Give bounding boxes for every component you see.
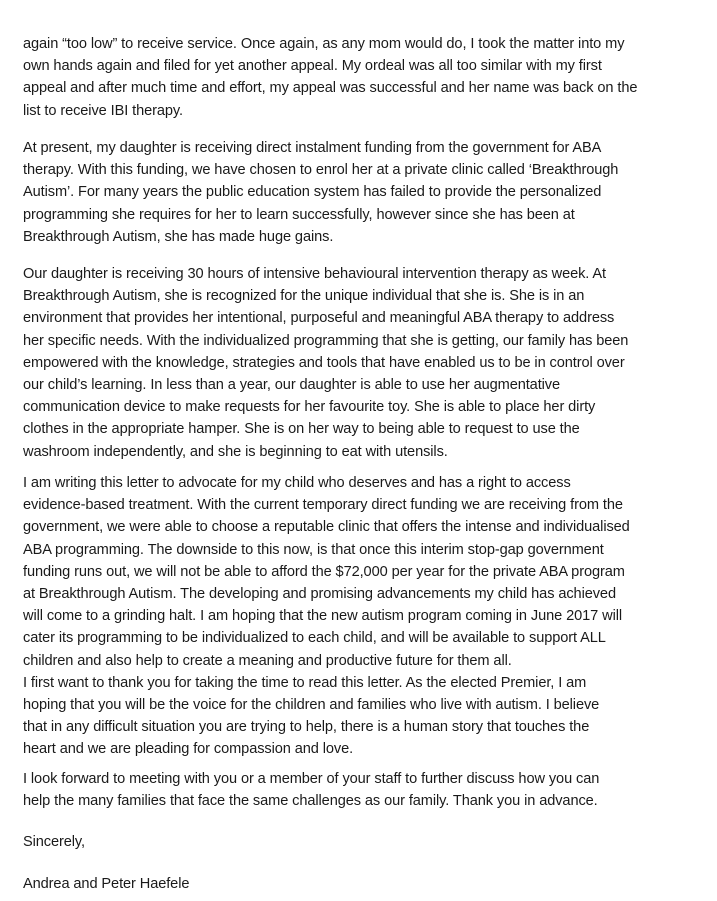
paragraph-advocacy	[23, 472, 703, 760]
paragraph-closing	[23, 768, 703, 812]
text-line: Autism’. For many years the public education system has failed to provide the personalized	[23, 184, 602, 201]
text-line: I am writing this letter to advocate for my child who deserves and has a right to access	[23, 475, 571, 491]
text-line: will come to a grinding halt. I am hoping that the new autism program coming in June 2017 will	[23, 608, 622, 625]
text-line: again “too low” to receive service. Once again, as any mom would do, I took the matter into my	[23, 36, 625, 52]
signature-names	[23, 873, 703, 895]
sign-off	[23, 831, 703, 853]
text-line: communication device to make requests for her favourite toy. She is able to place her dirty	[23, 399, 596, 416]
text-line: I first want to thank you for taking the time to read this letter. As the elected Premier, I am	[23, 674, 587, 691]
text-line: own hands again and filed for yet another appeal. My ordeal was all too similar with my first	[23, 58, 602, 75]
text-line: Andrea and Peter Haefele	[23, 876, 190, 892]
text-line: I look forward to meeting with you or a member of your staff to further discuss how you can	[23, 771, 600, 787]
text-line: evidence-based treatment. With the current temporary direct funding we are receiving from the	[23, 497, 623, 514]
text-line: ABA programming. The downside to this now, is that once this interim stop-gap government	[23, 541, 604, 558]
paragraph-appeal	[23, 33, 703, 122]
text-line: help the many families that face the same challenges as our family. Thank you in advance.	[23, 793, 598, 810]
text-line: Breakthrough Autism, she has made huge gains.	[23, 228, 334, 245]
text-line: washroom independently, and she is beginning to eat with utensils.	[23, 443, 448, 460]
text-line: Our daughter is receiving 30 hours of intensive behavioural intervention therapy as week. At	[23, 266, 607, 282]
text-line: children and also help to create a meaning and productive future for them all.	[23, 652, 512, 669]
text-line: clothes in the appropriate hamper. She is on her way to being able to request to use the	[23, 421, 580, 438]
paragraph-funding	[23, 137, 703, 248]
text-line: list to receive IBI therapy.	[23, 102, 183, 119]
text-line: funding runs out, we will not be able to afford the $72,000 per year for the private ABA program	[23, 563, 625, 580]
text-line: therapy. With this funding, we have chosen to enrol her at a private clinic called ‘Breakthrough	[23, 162, 619, 179]
text-line: Sincerely,	[23, 834, 85, 850]
text-line: appeal and after much time and effort, my appeal was successful and her name was back on the	[23, 80, 638, 97]
text-line: government, we were able to choose a reputable clinic that offers the intense and individualised	[23, 519, 630, 536]
text-line: environment that provides her intentional, purposeful and meaningful ABA therapy to address	[23, 310, 615, 327]
text-line: that in any difficult situation you are trying to help, there is a human story that touches the	[23, 719, 590, 736]
paragraph-progress	[23, 263, 703, 463]
text-line: At present, my daughter is receiving direct instalment funding from the government for ABA	[23, 140, 602, 156]
text-line: Breakthrough Autism, she is recognized for the unique individual that she is. She is in an	[23, 288, 585, 305]
text-line: empowered with the knowledge, strategies and tools that have enabled us to be in control over	[23, 354, 625, 371]
text-line: our child’s learning. In less than a year, our daughter is able to use her augmentative	[23, 376, 561, 393]
text-line: cater its programming to be individualized to each child, and will be available to support ALL	[23, 630, 606, 647]
text-line: at Breakthrough Autism. The developing and promising advancements my child has achieved	[23, 585, 616, 602]
text-line: hoping that you will be the voice for the children and families who live with autism. I believe	[23, 696, 600, 713]
text-line: programming she requires for her to learn successfully, however since she has been at	[23, 206, 575, 223]
text-line: her specific needs. With the individualized programming that she is getting, our family has been	[23, 332, 629, 349]
text-line: heart and we are pleading for compassion and love.	[23, 741, 354, 758]
